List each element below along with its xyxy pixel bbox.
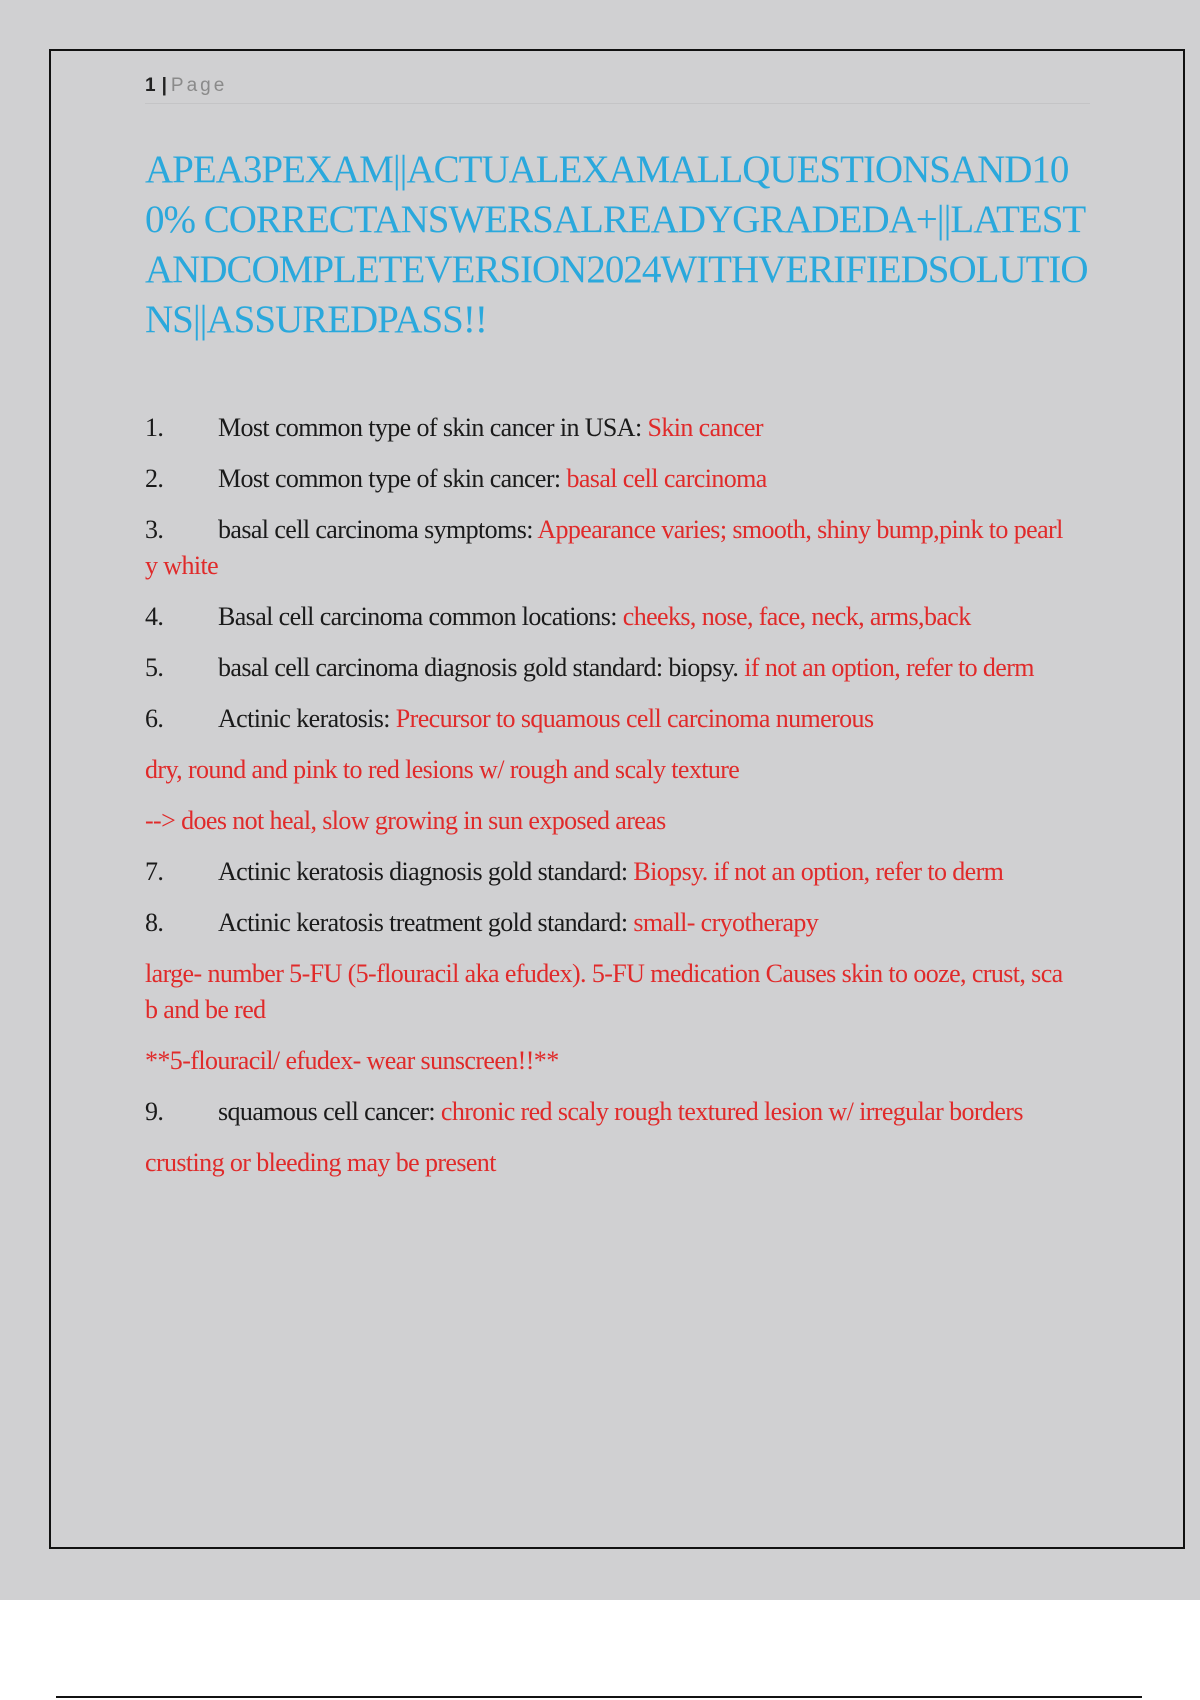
footer-divider	[56, 1696, 1142, 1698]
qa-item	[145, 854, 1070, 890]
item-answer: basal cell carcinoma	[566, 464, 767, 493]
item-question: squamous cell cancer:	[218, 1097, 441, 1126]
item-number: 9.	[145, 1097, 164, 1126]
item-answer-continuation: dry, round and pink to red lesions w/ rough and scaly texture	[145, 755, 740, 784]
item-answer: chronic red scaly rough textured lesion w/ irregular borders	[440, 1097, 1023, 1126]
item-question: Most common type of skin cancer in USA:	[218, 413, 648, 442]
qa-item	[145, 512, 1070, 584]
item-answer: Biopsy. if not an option, refer to derm	[633, 857, 1004, 886]
item-question: Actinic keratosis:	[218, 704, 396, 733]
qa-item	[145, 1094, 1070, 1181]
qa-item	[145, 461, 1070, 497]
item-answer: cheeks, nose, face, neck, arms,back	[622, 602, 971, 631]
item-number: 4.	[145, 602, 164, 631]
qa-item	[145, 905, 1070, 1079]
item-answer: Skin cancer	[647, 413, 763, 442]
page-number: 1	[145, 75, 156, 96]
item-answer: if not an option, refer to derm	[744, 653, 1034, 682]
qa-item	[145, 410, 1070, 446]
item-answer-continuation: crusting or bleeding may be present	[145, 1148, 496, 1177]
item-number: 1.	[145, 413, 164, 442]
item-answer-continuation: large- number 5-FU (5-flouracil aka efudex). 5-FU medication Causes skin to ooze, crust, scab and be red	[145, 959, 1063, 1024]
item-answer: Precursor to squamous cell carcinoma numerous	[395, 704, 874, 733]
item-number: 7.	[145, 857, 164, 886]
qa-item	[145, 650, 1070, 686]
qa-item	[145, 599, 1070, 635]
item-answer-continuation: --> does not heal, slow growing in sun exposed areas	[145, 806, 666, 835]
item-question: basal cell carcinoma diagnosis gold standard: biopsy.	[218, 653, 745, 682]
page-separator: |	[161, 75, 167, 96]
qa-list	[145, 410, 1070, 1196]
document-title: APEA3PEXAM||ACTUALEXAMALLQUESTIONSAND100% CORRECTANSWERSALREADYGRADEDA+||LATESTANDCOMPLETEVERSION2024WITHVERIFIEDSOLUTIONS||ASSUREDPASS!!	[145, 148, 1088, 341]
item-question: Actinic keratosis treatment gold standard:	[218, 908, 634, 937]
item-question: basal cell carcinoma symptoms:	[218, 515, 538, 544]
page-label: Page	[170, 75, 228, 96]
page-header	[145, 72, 1090, 104]
item-number: 5.	[145, 653, 164, 682]
item-answer: Appearance varies; smooth, shiny bump,pink to pearly white	[145, 515, 1063, 580]
item-answer-continuation: **5-flouracil/ efudex- wear sunscreen!!**	[145, 1046, 559, 1075]
item-question: Basal cell carcinoma common locations:	[218, 602, 623, 631]
item-question: Most common type of skin cancer:	[218, 464, 567, 493]
qa-item	[145, 701, 1070, 839]
item-question: Actinic keratosis diagnosis gold standard:	[218, 857, 634, 886]
item-number: 2.	[145, 464, 164, 493]
item-answer: small- cryotherapy	[633, 908, 819, 937]
item-number: 3.	[145, 515, 164, 544]
item-number: 8.	[145, 908, 164, 937]
item-number: 6.	[145, 704, 164, 733]
